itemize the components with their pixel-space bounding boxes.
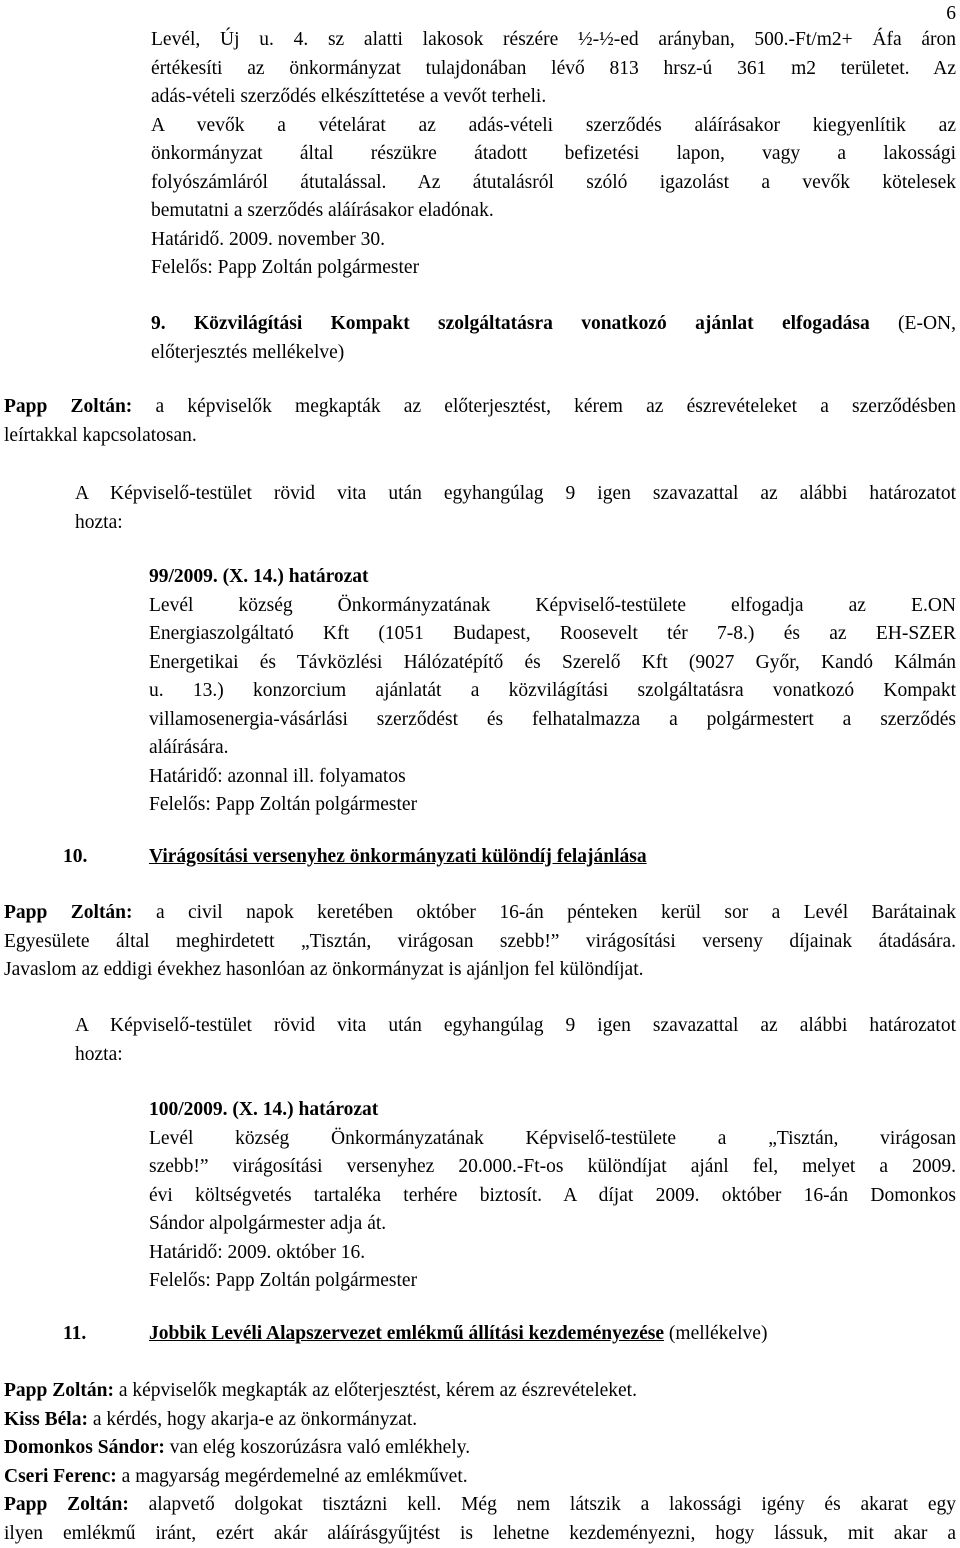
item9-title-line2: előterjesztés mellékelve) [151,342,345,363]
item9-title: Közvilágítási Kompakt szolgáltatásra vonatkozó ajánlat elfogadása [193,313,870,334]
speaker-name: Papp Zoltán: [4,1494,129,1515]
item9-heading-line [151,310,956,339]
dialogue-text: a magyarság megérdemelné az emlékművet. [116,1465,468,1487]
vote-line2: hozta: [75,1043,123,1065]
resolution-line: aláírására. [149,737,229,758]
item9-title-suffix: (E-ON, [869,313,956,334]
resolution-line: szebb!” virágosítási versenyhez 20.000.-Ft-os különdíjat ajánl fel, melyet a 2009. [149,1156,956,1177]
speaker-name: Domonkos Sándor: [4,1437,165,1458]
resolution-line: Energiaszolgáltató Kft (1051 Budapest, Roosevelt tér 7-8.) és az EH-SZER [149,623,956,644]
item10-title: Virágosítási versenyhez önkormányzati különdíj felajánlása [149,846,647,867]
dialogue-line [4,1377,956,1406]
dialogue-line [4,1434,956,1463]
resolution-100 [149,1096,956,1296]
item10-number: 10. [63,846,88,867]
resolution-line: Sándor alpolgármester adja át. [149,1213,387,1234]
item9-speech-line2: leírtakkal kapcsolatosan. [4,424,197,446]
item10-speech-line2: Egyesülete által meghirdetett „Tisztán, virágosan szebb!” virágosítási verseny díjainak átadására. [4,930,956,952]
speaker-name: Papp Zoltán: [4,1380,114,1401]
intro-line: folyószámláról átutalással. Az átutalásról szóló igazolást a vevők kötelesek [151,171,956,193]
intro-line: bemutatni a szerződés aláírásakor eladónak. [151,200,494,221]
vote-line2: hozta: [75,511,123,533]
resolution-line: Levél község Önkormányzatának Képviselő-testülete elfogadja az E.ON [149,594,956,616]
speaker-name: Kiss Béla: [4,1408,88,1430]
intro-block [151,26,956,283]
item10-speech-line [4,899,956,928]
resolution-deadline: Határidő: azonnal ill. folyamatos [149,765,406,787]
dialogue-text: a képviselők megkapták az előterjesztést, kérem az észrevételeket. [113,1380,637,1401]
item10-speech [4,899,956,985]
item11-dialogue [4,1377,956,1548]
resolution-title: 100/2009. (X. 14.) határozat [149,1099,379,1120]
dialogue-text: van elég koszorúzásra való emlékhely. [164,1437,471,1458]
item10-vote [75,1012,956,1069]
resolution-line: villamosenergia-vásárlási szerződést és felhatalmazza a polgármestert a szerződés [149,708,956,730]
speaker-name: Cseri Ferenc: [4,1465,117,1487]
item9-heading-cont [151,339,956,368]
dialogue-text: alapvető dolgokat tisztázni kell. Még nem látszik a lakossági igény és akarat egy [128,1494,956,1515]
resolution-line: u. 13.) konzorcium ajánlatát a közvilágítási szolgáltatásra vonatkozó Kompakt [149,680,956,701]
dialogue-text: a kérdés, hogy akarja-e az önkormányzat. [87,1408,418,1430]
item9-heading [151,310,956,339]
item11-number: 11. [63,1323,87,1344]
speaker-name: Papp Zoltán: [4,396,133,417]
item9-speech-line [4,393,956,422]
resolution-line: Levél község Önkormányzatának Képviselő-testülete a „Tisztán, virágosan [149,1127,956,1149]
intro-line: A vevők a vételárat az adás-vételi szerződés aláírásakor kiegyenlítik az [151,114,956,136]
item11-title: Jobbik Levéli Alapszervezet emlékmű állítási kezdeményezése [149,1323,665,1344]
vote-line: A Képviselő-testület rövid vita után egyhangúlag 9 igen szavazattal az alábbi határozatot [75,483,956,504]
item11-title-suffix: (mellékelve) [664,1323,768,1344]
dialogue-line [4,1491,956,1520]
item11-heading [63,1320,956,1349]
speech-text: a civil napok keretében október 16-án pénteken kerül sor a Levél Barátainak [132,902,957,923]
resolution-title: 99/2009. (X. 14.) határozat [149,566,369,587]
resolution-99 [149,563,956,820]
resolution-responsible: Felelős: Papp Zoltán polgármester [149,794,418,815]
intro-line: Levél, Új u. 4. sz alatti lakosok részére ½-½-ed arányban, 500.-Ft/m2+ Áfa áron [151,29,956,50]
item10-speech-line3: Javaslom az eddigi évekhez hasonlóan az önkormányzat is ajánljon fel különdíjat. [4,959,644,980]
intro-responsible: Felelős: Papp Zoltán polgármester [151,257,420,278]
vote-line: A Képviselő-testület rövid vita után egyhangúlag 9 igen szavazattal az alábbi határozatot [75,1015,956,1036]
intro-line: adás-vételi szerződés elkészíttetése a vevőt terheli. [151,86,547,107]
dialogue-line [4,1406,956,1435]
dialogue-line [4,1463,956,1492]
speech-text: a képviselők megkapták az előterjesztést, kérem az észrevételeket a szerződésben [132,396,956,417]
item9-vote [75,480,956,537]
page-number: 6 [946,3,956,24]
resolution-deadline: Határidő: 2009. október 16. [149,1241,366,1263]
item10-heading [63,843,956,872]
resolution-line: Energetikai és Távközlési Hálózatépítő és Szerelő Kft (9027 Győr, Kandó Kálmán [149,651,956,673]
dialogue-line: ilyen emlékmű iránt, ezért akár aláírásgyűjtést is lehetne kezdeményezni, hogy lássuk, mit akar a [4,1522,956,1544]
resolution-line: évi költségvetés tartaléka terhére biztosít. A díjat 2009. október 16-án Domonkos [149,1184,956,1206]
intro-line: önkormányzat által részükre átadott befizetési lapon, vagy a lakossági [151,143,956,164]
intro-deadline: Határidő. 2009. november 30. [151,228,385,250]
item9-number: 9. [151,313,166,334]
intro-line: értékesíti az önkormányzat tulajdonában lévő 813 hrsz-ú 361 m2 területet. Az [151,57,956,79]
item9-speech [4,393,956,450]
speaker-name: Papp Zoltán: [4,902,133,923]
resolution-responsible: Felelős: Papp Zoltán polgármester [149,1270,418,1291]
